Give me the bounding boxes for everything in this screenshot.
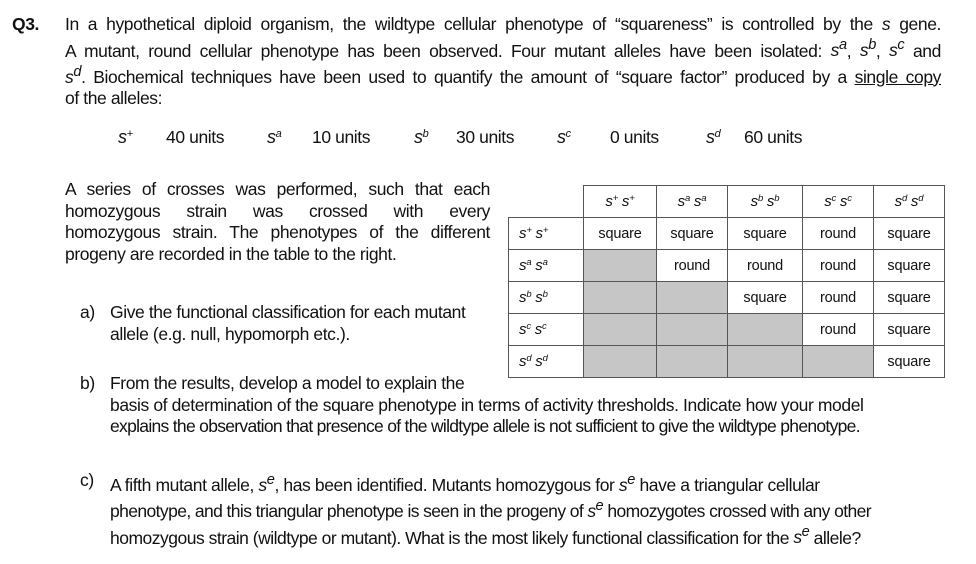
allele-s-plus-units: 40 units	[166, 127, 225, 147]
row-header-s-d: $s^d$ $s^d$	[509, 346, 584, 378]
question-intro	[65, 14, 955, 110]
shaded-cell	[584, 282, 657, 314]
table-cell: round	[728, 250, 803, 282]
shaded-cell	[657, 346, 728, 378]
col-header-s-d: $s^d$ $s^d$	[874, 186, 945, 218]
part-c-line-2: phenotype, and this triangular phenotype is seen in the progeny of $s^e$ homozygotes crossed with any other	[110, 498, 871, 522]
allele-s-a-units: 10 units	[312, 127, 371, 147]
col-header-s-b: $s^b$ $s^b$	[728, 186, 803, 218]
allele-s-b: $s^b$	[414, 127, 429, 147]
shaded-cell	[584, 250, 657, 282]
intro-line-3: $s^d$. Biochemical techniques have been used to quantify the amount of “square factor” produced by a single copy	[65, 63, 942, 87]
allele-s-d-units: 60 units	[744, 127, 803, 147]
table-cell: square	[874, 218, 945, 250]
table-cell: square	[874, 250, 945, 282]
table-cell: square	[728, 218, 803, 250]
table-header-row	[509, 186, 945, 218]
col-header-s-plus: s+ s+	[584, 186, 657, 218]
table-corner	[509, 186, 584, 218]
row-header-s-a: $s^a$ $s^a$	[509, 250, 584, 282]
table-cell: square	[874, 346, 945, 378]
series-line-1: A series of crosses was performed, such that each	[65, 179, 490, 199]
part-b-line-1: From the results, develop a model to explain the	[110, 373, 465, 393]
shaded-cell	[728, 346, 803, 378]
col-header-s-a: $s^a$ $s^a$	[657, 186, 728, 218]
row-header-s-c: $s^c$ $s^c$	[509, 314, 584, 346]
shaded-cell	[657, 314, 728, 346]
table-cell: round	[803, 282, 874, 314]
series-line-2: homozygous strain was crossed with every	[65, 200, 490, 221]
allele-units-row	[0, 127, 976, 149]
series-line-3: homozygous strain. The phenotypes of the different	[65, 222, 490, 242]
row-header-s-plus: s+ s+	[509, 218, 584, 250]
single-copy-emphasis: single copy	[854, 66, 942, 87]
intro-line-2: A mutant, round cellular phenotype has been observed. Four mutant alleles have been isolated: $s^a$, $s^b$, $s^c$ and	[65, 37, 941, 61]
shaded-cell	[803, 346, 874, 378]
part-a-line-1: Give the functional classification for each mutant	[110, 302, 466, 322]
shaded-cell	[728, 314, 803, 346]
shaded-cell	[584, 314, 657, 346]
row-header-s-b: $s^b$ $s^b$	[509, 282, 584, 314]
table-cell: round	[803, 314, 874, 346]
intro-line-1: In a hypothetical diploid organism, the wildtype cellular phenotype of “squareness” is controlled by the s gene.	[65, 14, 941, 34]
table-row	[509, 250, 945, 282]
table-cell: square	[657, 218, 728, 250]
table-row	[509, 314, 945, 346]
part-c-line-1: A fifth mutant allele, $s^e$, has been identified. Mutants homozygous for $s^e$ have a triangular cellular	[110, 472, 820, 495]
crosses-description	[65, 179, 490, 265]
part-b-line-3: explains the observation that presence of the wildtype allele is not sufficient to give the wildtype phenotype.	[110, 416, 860, 436]
allele-s-b-units: 30 units	[456, 127, 515, 147]
table-cell: square	[874, 282, 945, 314]
table-row	[509, 346, 945, 378]
part-b-text	[110, 373, 952, 438]
table-cell: square	[874, 314, 945, 346]
part-a-text	[110, 302, 465, 345]
shaded-cell	[584, 346, 657, 378]
allele-s-c-units: 0 units	[610, 127, 659, 147]
table-cell: square	[728, 282, 803, 314]
table-row	[509, 218, 945, 250]
allele-s-plus: s+	[118, 127, 133, 147]
shaded-cell	[657, 282, 728, 314]
allele-s-d: $s^d$	[706, 127, 721, 147]
table-cell: square	[584, 218, 657, 250]
allele-s-c: $s^c$	[557, 127, 571, 147]
part-b-line-2: basis of determination of the square phenotype in terms of activity thresholds. Indicate how your model	[110, 394, 864, 415]
col-header-s-c: $s^c$ $s^c$	[803, 186, 874, 218]
part-a-label: a)	[80, 302, 95, 322]
table-cell: round	[657, 250, 728, 282]
allele-s-a: $s^a$	[267, 127, 282, 147]
part-c-line-3: homozygous strain (wildtype or mutant). What is the most likely functional classification for the $s^e$ allele?	[110, 524, 861, 548]
intro-line-4: of the alleles:	[65, 88, 163, 109]
crosses-table	[508, 185, 945, 378]
series-line-4: progeny are recorded in the table to the right.	[65, 243, 397, 264]
part-a-line-2: allele (e.g. null, hypomorph etc.).	[110, 323, 350, 344]
question-number: Q3.	[12, 14, 40, 34]
part-c-text	[110, 470, 970, 549]
table-cell: round	[803, 218, 874, 250]
part-c-label: c)	[80, 470, 94, 490]
part-b-label: b)	[80, 373, 95, 393]
table-cell: round	[803, 250, 874, 282]
table-row	[509, 282, 945, 314]
